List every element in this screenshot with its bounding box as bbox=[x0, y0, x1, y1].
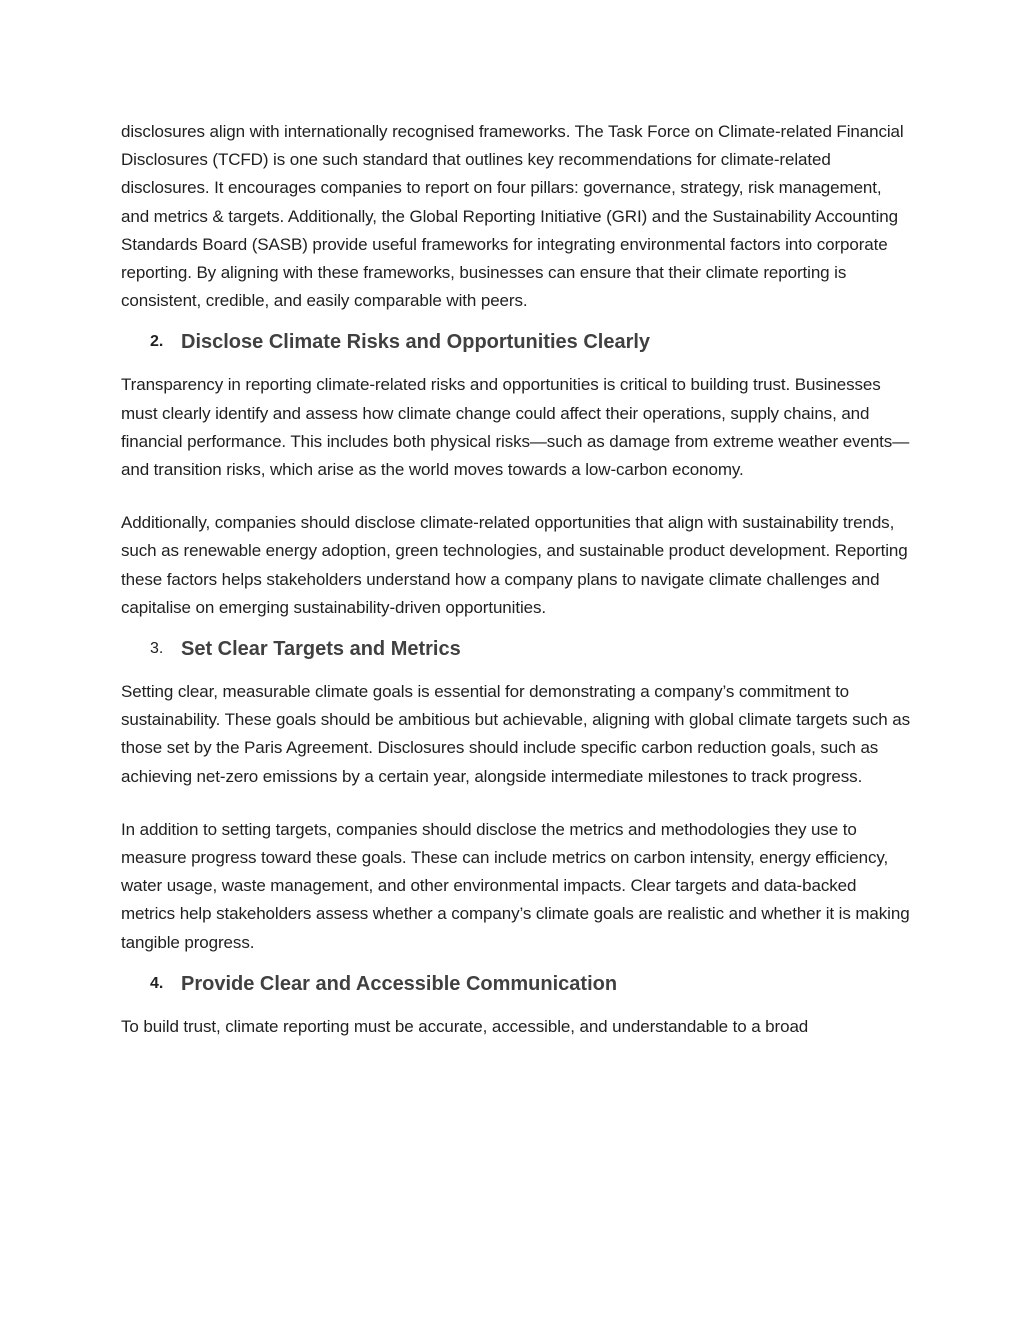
intro-paragraph: disclosures align with internationally recognised frameworks. The Task Force on Climate-related Financial Disclosures (TCFD) is one such standard that outlines key recommendations for climate-related disclosures. It encourages companies to report on four pillars: governance, strategy, risk management, and metrics & targets. Additionally, the Global Reporting Initiative (GRI) and the Sustainability Accounting Standards Board (SASB) provide useful frameworks for integrating environmental factors into corporate reporting. By aligning with these frameworks, businesses can ensure that their climate reporting is consistent, credible, and easily comparable with peers. bbox=[121, 122, 904, 311]
section-title: Provide Clear and Accessible Communication bbox=[181, 972, 618, 995]
section-number: 3. bbox=[150, 640, 164, 658]
section-title: Set Clear Targets and Metrics bbox=[181, 638, 461, 661]
section-4-paragraph-1: To build trust, climate reporting must be accurate, accessible, and understandable to a broad bbox=[121, 1016, 809, 1036]
section-heading-4 bbox=[121, 969, 911, 999]
section-number: 4. bbox=[150, 974, 164, 992]
section-title: Disclose Climate Risks and Opportunities Clearly bbox=[181, 331, 651, 354]
section-3-paragraph-1: Setting clear, measurable climate goals is essential for demonstrating a company’s commitment to sustainability. These goals should be ambitious but achievable, aligning with global climate targets such as those set by the Paris Agreement. Disclosures should include specific carbon reduction goals, such as achieving net-zero emissions by a certain year, alongside intermediate milestones to track progress. bbox=[121, 682, 910, 786]
section-number: 2. bbox=[150, 333, 164, 351]
document-page bbox=[121, 118, 911, 1041]
section-2-paragraph-2: Additionally, companies should disclose climate-related opportunities that align with sustainability trends, such as renewable energy adoption, green technologies, and sustainable product development. Reporting these factors helps stakeholders understand how a company plans to navigate climate challenges and capitalise on emerging sustainability-driven opportunities. bbox=[121, 513, 908, 617]
section-2-paragraph-1: Transparency in reporting climate-related risks and opportunities is critical to building trust. Businesses must clearly identify and assess how climate change could affect their operations, supply chains, and financial performance. This includes both physical risks—such as damage from extreme weather events—and transition risks, which arise as the world moves towards a low-carbon economy. bbox=[121, 375, 910, 480]
section-heading-2 bbox=[121, 327, 911, 357]
section-3-paragraph-2: In addition to setting targets, companies should disclose the metrics and methodologies they use to measure progress toward these goals. These can include metrics on carbon intensity, energy efficiency, water usage, waste management, and other environmental impacts. Clear targets and data-backed metrics help stakeholders assess whether a company’s climate goals are realistic and whether it is making tangible progress. bbox=[121, 819, 910, 952]
section-heading-3 bbox=[121, 634, 911, 664]
